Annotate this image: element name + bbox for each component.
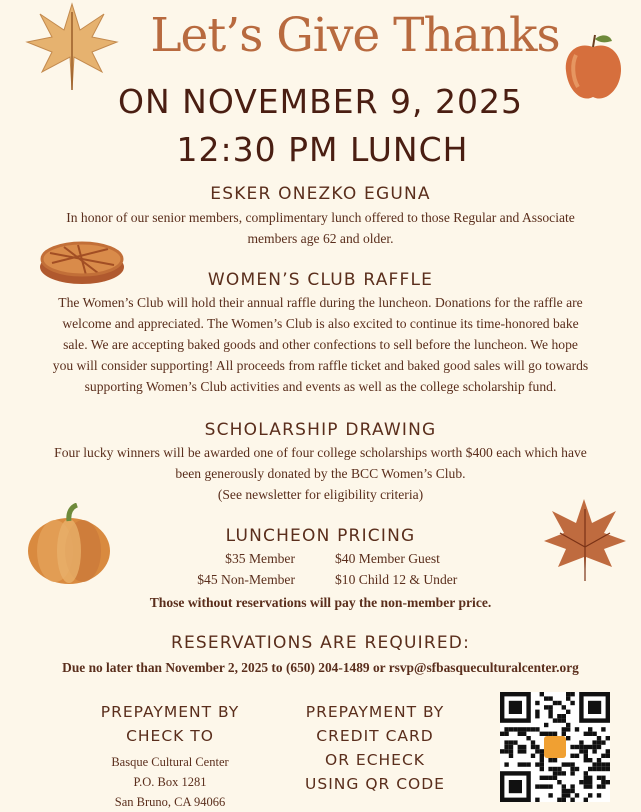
esker-line: members age 62 and older.: [247, 231, 394, 246]
prepay-card-block: [290, 700, 460, 796]
prepay-check-heading: PREPAYMENT BY: [100, 703, 240, 721]
pricing-heading: LUNCHEON PRICING: [225, 526, 416, 546]
price-child: $10 Child 12 & Under: [335, 572, 458, 587]
price-non-member: $45 Non-Member: [197, 572, 295, 587]
prepay-check-subheading: CHECK TO: [126, 727, 214, 745]
raffle-line: sale. We are accepting baked goods and other confections to sell before the luncheon. We hope: [63, 337, 578, 352]
prepay-card-line: PREPAYMENT BY: [305, 703, 445, 721]
reservations-due: Due no later than November 2, 2025 to (650) 204-1489 or rsvp@sfbasqueculturalcenter.org: [62, 660, 579, 675]
raffle-line: you will consider supporting! All proceeds from raffle ticket and baked good sales will go towards: [52, 358, 589, 373]
scholarship-line: (See newsletter for eligibility criteria): [217, 487, 424, 502]
esker-heading: ESKER ONEZKO EGUNA: [210, 184, 431, 204]
raffle-line: supporting Women’s Club activities and events as well as the college scholarship fund.: [84, 379, 557, 394]
address-line: San Bruno, CA 94066: [114, 795, 226, 809]
prepay-card-line: CREDIT CARD: [316, 727, 434, 745]
scholarship-line: been generously donated by the BCC Women’s Club.: [175, 466, 466, 481]
pricing-row: [120, 548, 520, 569]
pricing-row: [120, 569, 520, 590]
address-line: P.O. Box 1281: [133, 775, 207, 789]
price-member-guest: $40 Member Guest: [335, 551, 440, 566]
event-date: ON NOVEMBER 9, 2025: [118, 82, 523, 121]
esker-line: In honor of our senior members, complimentary lunch offered to those Regular and Associate: [66, 210, 575, 225]
address-line: Basque Cultural Center: [111, 755, 229, 769]
raffle-line: welcome and appreciated. The Women’s Club is also excited to continue its time-honored bake: [62, 316, 579, 331]
raffle-heading: WOMEN’S CLUB RAFFLE: [207, 270, 434, 290]
raffle-text: [0, 292, 641, 397]
prepay-card-line: OR ECHECK: [325, 751, 425, 769]
scholarship-text: [0, 442, 641, 505]
prepay-card-line: USING QR CODE: [305, 775, 445, 793]
pricing-table: [120, 548, 520, 590]
pricing-note: Those without reservations will pay the non-member price.: [149, 595, 492, 610]
page-title: Let’s Give Thanks: [150, 8, 560, 63]
reservations-heading: RESERVATIONS ARE REQUIRED:: [170, 633, 471, 653]
scholarship-line: Four lucky winners will be awarded one of four college scholarships worth $400 each which have: [54, 445, 587, 460]
esker-text: [0, 207, 641, 249]
scholarship-heading: SCHOLARSHIP DRAWING: [204, 420, 437, 440]
prepay-check-block: [75, 700, 265, 812]
price-member: $35 Member: [225, 551, 295, 566]
raffle-line: The Women’s Club will hold their annual raffle during the luncheon. Donations for the raffle are: [58, 295, 583, 310]
event-time: 12:30 PM LUNCH: [176, 130, 469, 169]
qr-code-icon[interactable]: [500, 692, 610, 802]
